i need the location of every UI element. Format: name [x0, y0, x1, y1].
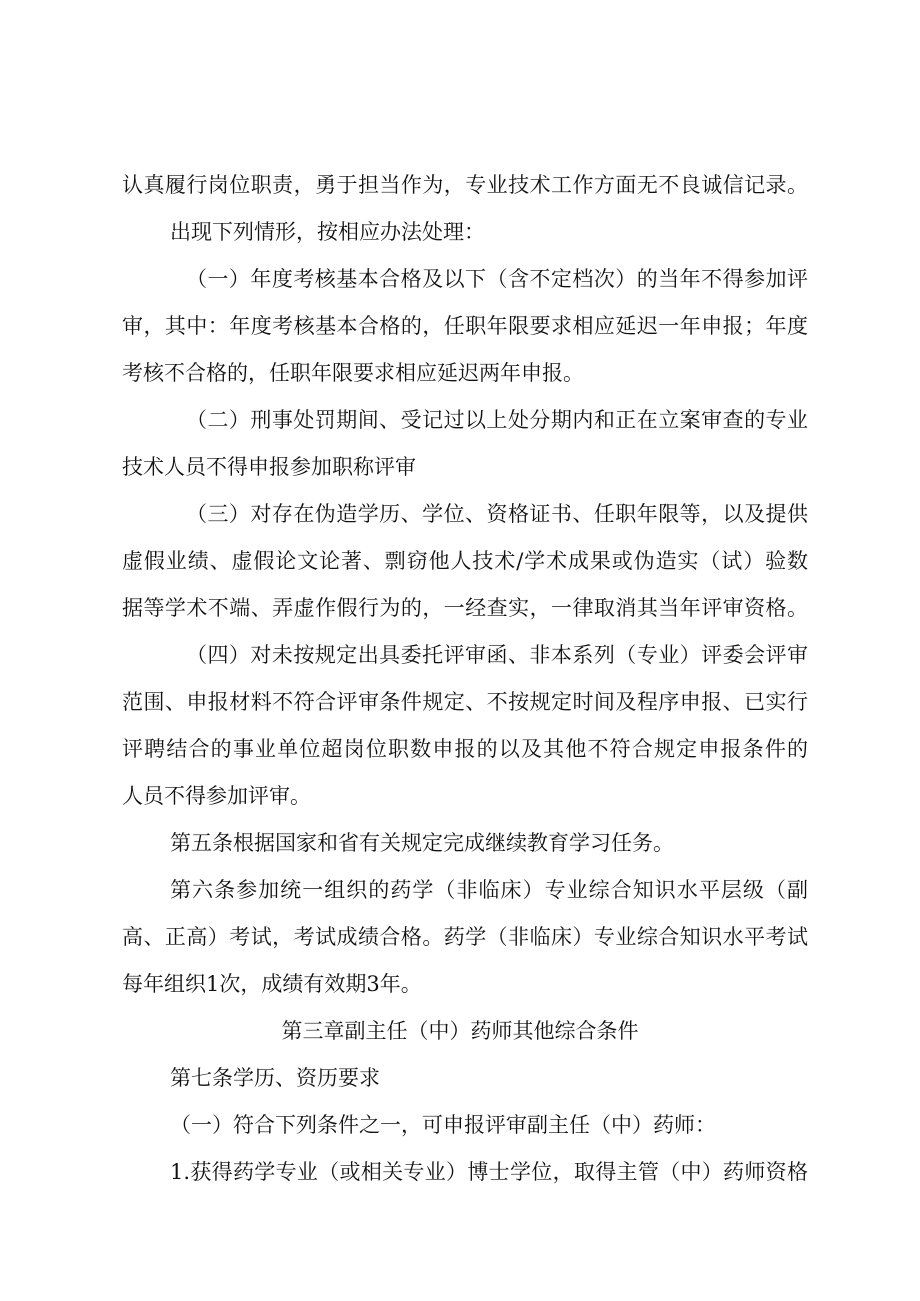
- chapter-title: 第三章副主任（中）药师其他综合条件: [281, 1019, 639, 1043]
- text-line: （二）刑事处罚期间、受记过以上处分期内和正在立案审查的专业: [186, 408, 808, 432]
- text-line: 考核不合格的，任职年限要求相应延迟两年申报。: [122, 361, 584, 385]
- text-line: 范围、申报材料不符合评审条件规定、不按规定时间及程序申报、已实行: [122, 690, 808, 714]
- text-line: 人员不得参加评审。: [122, 784, 311, 808]
- text-line: 高、正高）考试，考试成绩合格。药学（非临床）专业综合知识水平考试: [122, 925, 808, 949]
- text-line: （一）符合下列条件之一，可申报评审副主任（中）药师：: [170, 1113, 716, 1137]
- text-line: 出现下列情形，按相应办法处理：: [170, 220, 485, 244]
- text-line: 技术人员不得申报参加职称评审: [122, 455, 416, 479]
- text-line: 认真履行岗位职责，勇于担当作为，专业技术工作方面无不良诚信记录。: [122, 173, 808, 197]
- text-line: 据等学术不端、弄虚作假行为的，一经查实，一律取消其当年评审资格。: [122, 596, 808, 620]
- text-line: （三）对存在伪造学历、学位、资格证书、任职年限等，以及提供: [186, 502, 808, 526]
- article-heading-5: 第五条根据国家和省有关规定完成继续教育学习任务。: [170, 831, 674, 855]
- article-heading-6: 第六条参加统一组织的药学（非临床）专业综合知识水平层级（副: [170, 878, 808, 902]
- text-line: 每年组织1次，成绩有效期3年。: [122, 972, 422, 996]
- text-line: （一）年度考核基本合格及以下（含不定档次）的当年不得参加评: [186, 267, 808, 291]
- text-line: 1.获得药学专业（或相关专业）博士学位，取得主管（中）药师资格: [170, 1160, 808, 1184]
- article-heading-7: 第七条学历、资历要求: [170, 1066, 380, 1090]
- text-line: （四）对未按规定出具委托评审函、非本系列（专业）评委会评审: [186, 643, 808, 667]
- text-line: 审，其中：年度考核基本合格的，任职年限要求相应延迟一年申报；年度: [122, 314, 808, 338]
- text-line: 评聘结合的事业单位超岗位职数申报的以及其他不符合规定申报条件的: [122, 737, 808, 761]
- text-line: 虚假业绩、虚假论文论著、剽窃他人技术/学术成果或伪造实（试）验数: [122, 549, 808, 573]
